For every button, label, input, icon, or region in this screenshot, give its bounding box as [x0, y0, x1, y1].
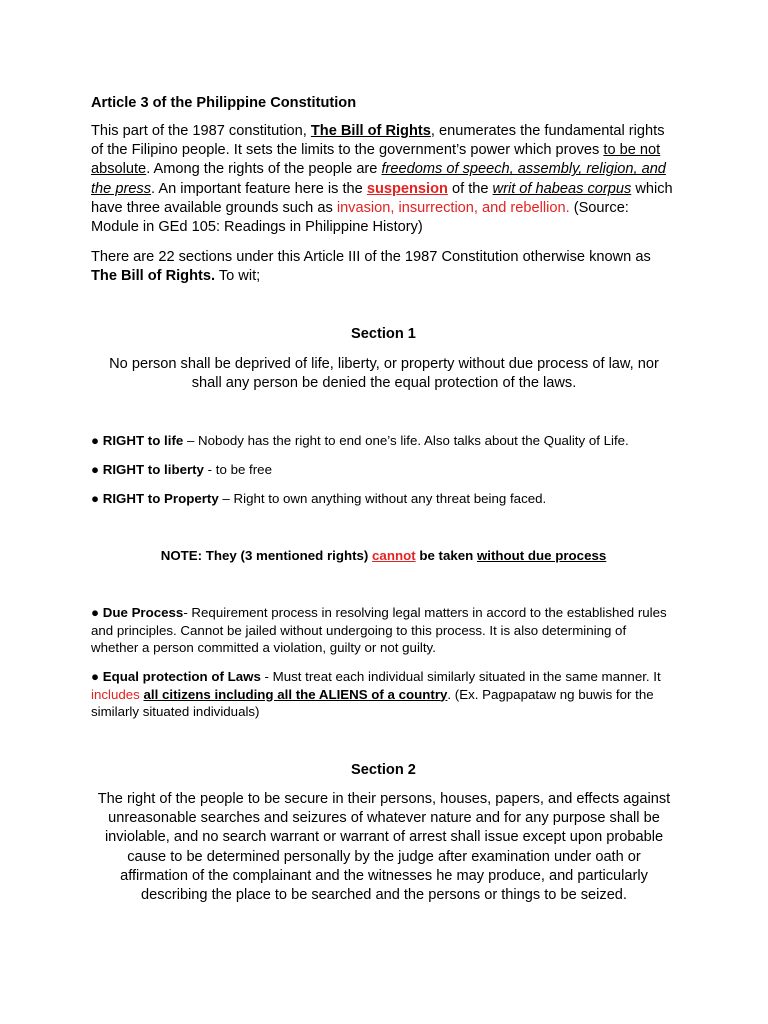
intro-text-5: of the — [447, 180, 493, 197]
section-1-text: No person shall be deprived of life, liberty, or property without due process of law, nor shall any person be denied the equal protection of the laws. — [109, 356, 659, 392]
equal-protection-text-3: . (Ex. Pagpapataw ng buwis for the similarly situated individuals) — [91, 686, 654, 719]
bullet-text: – Nobody has the right to end one’s life. Also talks about the Quality of Life. — [183, 433, 629, 448]
section-2-text: The right of the people to be secure in their persons, houses, papers, and effects against unreasonable searches and seizures of whatever nature and for any purpose shall be inviolable, and no search warrant or warrant of arrest shall issue except upon probable cause to be determined personally by the judge after examination under oath or affirmation of the complainant and the witnesses he may produce, and particularly describing the place to be searched and the persons or things to be seized. — [97, 791, 671, 904]
bullet-text: - to be free — [203, 462, 272, 477]
count-text-2: To wit; — [215, 268, 261, 285]
sections-count-paragraph — [91, 248, 676, 286]
freedoms-phrase: freedoms of speech, assembly, religion, and the press — [91, 161, 666, 197]
bullet-due-process — [91, 604, 676, 657]
intro-text-4: . An important feature here is the — [151, 180, 367, 197]
section-2-heading: Section 2 — [351, 762, 416, 778]
intro-text-6: which have three available grounds such as — [91, 180, 673, 216]
bullet-equal-protection — [91, 668, 676, 721]
not-absolute-phrase: to be not absolute — [91, 142, 661, 178]
note-line — [91, 547, 676, 565]
count-bold-term: The Bill of Rights. — [91, 268, 216, 285]
intro-text-3: . Among the rights of the people are — [146, 161, 382, 178]
bullet-label: RIGHT to life — [102, 433, 184, 448]
intro-text-2: , enumerates the fundamental rights of the Filipino people. It sets the limits to the government’s power which proves — [91, 123, 665, 159]
writ-phrase: writ of habeas corpus — [492, 180, 632, 197]
section-1-heading: Section 1 — [351, 326, 416, 342]
note-text-1: NOTE: They (3 mentioned rights) — [160, 548, 373, 563]
bullet-label: RIGHT to Property — [102, 491, 219, 506]
intro-text-1: This part of the 1987 constitution, — [91, 123, 311, 139]
bullet-right-to-liberty — [91, 461, 676, 479]
equal-protection-text-1: - Must treat each individual similarly situated in the same manner. It — [260, 669, 661, 684]
bullet-text: – Right to own anything without any threat being faced. — [218, 491, 547, 506]
bullet-dot: ● — [91, 433, 100, 448]
bullet-label: RIGHT to liberty — [102, 462, 204, 477]
equal-protection-label: Equal protection of Laws — [102, 669, 261, 684]
bullet-right-to-property — [91, 490, 676, 508]
bullet-dot: ● — [91, 605, 100, 620]
bullet-dot: ● — [91, 669, 100, 684]
all-citizens-phrase: all citizens including all the ALIENS of a country — [143, 686, 448, 702]
grounds-phrase: invasion, insurrection, and rebellion. — [336, 199, 570, 216]
note-cannot: cannot — [372, 548, 416, 563]
count-text-1: There are 22 sections under this Article III of the 1987 Constitution otherwise known as — [91, 249, 651, 265]
note-without-due-process: without due process — [476, 548, 607, 563]
includes-term: includes — [91, 686, 140, 702]
page-title: Article 3 of the Philippine Constitution — [91, 95, 357, 111]
note-text-2: be taken — [415, 548, 477, 563]
bill-of-rights-term: The Bill of Rights — [310, 123, 431, 139]
suspension-term: suspension — [366, 180, 448, 197]
bullet-right-to-life — [91, 432, 676, 450]
due-process-label: Due Process — [102, 605, 184, 620]
intro-source: (Source: Module in GEd 105: Readings in Philippine History) — [91, 199, 629, 236]
bullet-dot: ● — [91, 462, 100, 477]
intro-paragraph — [91, 122, 676, 237]
due-process-text: - Requirement process in resolving legal matters in accord to the established rules and principles. Cannot be jailed without undergoing to this process. It is also determining of whether a person committed a violation, guilty or not guilty. — [91, 605, 667, 655]
bullet-dot: ● — [91, 491, 100, 506]
